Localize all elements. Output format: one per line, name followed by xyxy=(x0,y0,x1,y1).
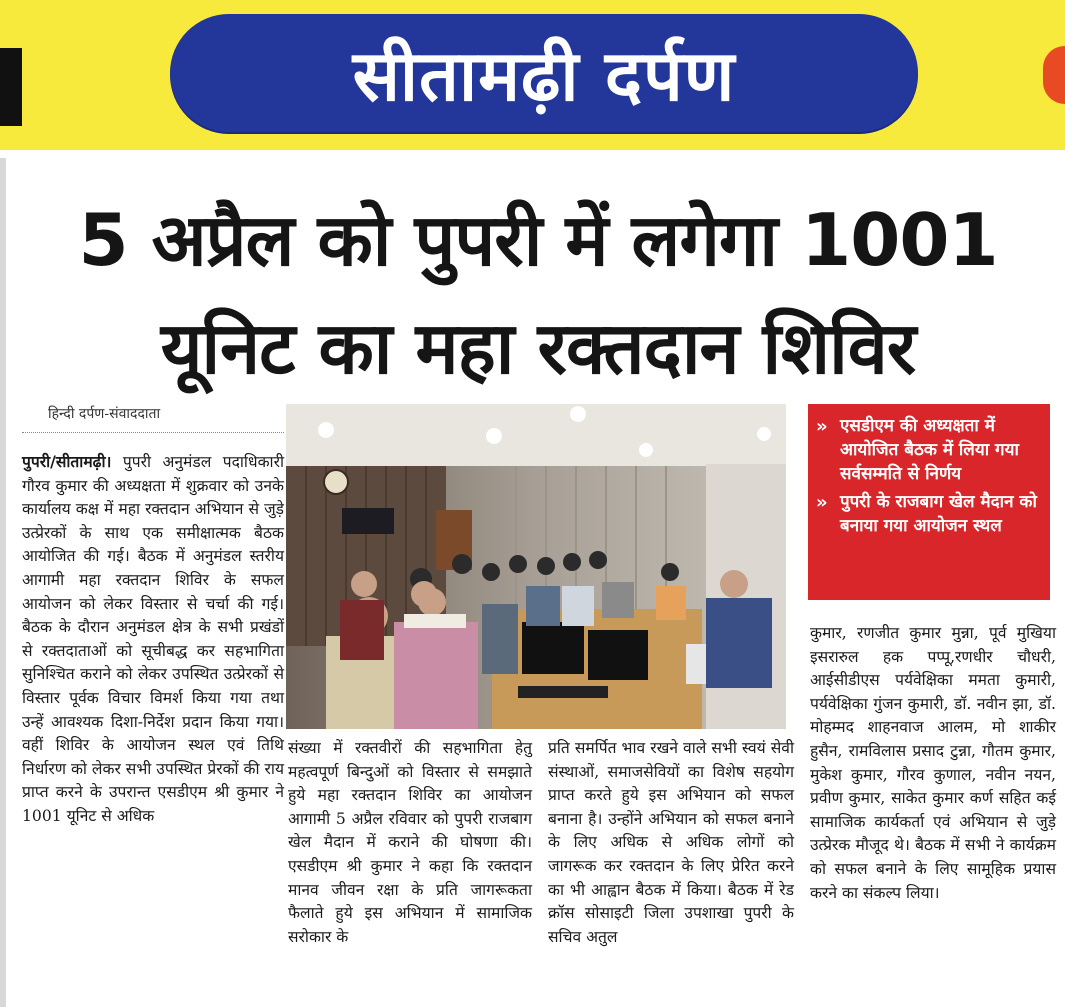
meeting-photo-illustration xyxy=(286,404,786,729)
highlights-box xyxy=(808,404,1050,600)
column-3-text: प्रति समर्पित भाव रखने वाले सभी स्वयं सेवी संस्थाओं, समाजसेवियों का विशेष सहयोग प्राप्त करते हुये इस अभियान को सफल बनाना है। उन्होंने अभियान को सफल बनाने के लिए अधिक से अधिक लोगों को जागरूक कर रक्तदान के लिए प्रेरित करने का भी आह्वान बैठक में किया। बैठक में रेड क्रॉस सोसाइटी जिला उपशाखा पुपरी के सचिव अतुल xyxy=(548,739,794,946)
highlight-text: पुपरी के राजबाग खेल मैदान को बनाया गया आयोजन स्थल xyxy=(840,492,1037,536)
headline-line-2: यूनिट का महा रक्तदान शिविर xyxy=(160,306,916,390)
chevron-double-right-icon: » xyxy=(816,416,828,437)
masthead-banner xyxy=(170,14,918,132)
column-4-text: कुमार, रणजीत कुमार मुन्ना, पूर्व मुखिया इसरारुल हक पप्पू,रणधीर चौधरी, आईसीडीएस पर्यवेक्षिका ममता कुमारी, पर्यवेक्षिका गुंजन कुमारी, डॉ. नवीन झा, डॉ. मोहम्मद शाहनवाज आलम, मो शाकीर हुसैन, रामविलास प्रसाद टुन्ना, गौतम कुमार, मुकेश कुमार, गौरव कुणाल, नवीन नयन, प्रवीण कुमार, साकेत कुमार कर्ण सहित कई सामाजिक कार्यकर्ता एवं अभियान से जुड़े उत्प्रेरक मौजूद थे। बैठक में सभी ने कार्यक्रम को सफल बनाने के लिए सामूहिक प्रयास करने का संकल्प लिया। xyxy=(810,624,1056,902)
dateline: पुपरी/सीतामढ़ी। xyxy=(22,452,112,471)
highlight-item xyxy=(816,490,1042,538)
article-paragraph-1 xyxy=(22,450,284,829)
headline-line-1: 5 अप्रैल को पुपरी में लगेगा 1001 xyxy=(78,198,998,282)
highlight-text: एसडीएम की अध्यक्षता में आयोजित बैठक में लिया गया सर्वसम्मति से निर्णय xyxy=(840,416,1019,484)
chevron-double-right-icon: » xyxy=(816,492,828,513)
left-margin-rule xyxy=(0,158,6,1007)
masthead-title: सीतामढ़ी दर्पण xyxy=(352,35,736,117)
article-column-2 xyxy=(288,737,532,1001)
byline-divider xyxy=(22,432,284,433)
article-column-4 xyxy=(810,622,1056,1000)
article-column-3 xyxy=(548,737,794,1001)
meeting-photo xyxy=(286,404,786,729)
column-1-text: पुपरी अनुमंडल पदाधिकारी गौरव कुमार की अध्यक्षता में शुक्रवार को उनके कार्यालय कक्ष में महा रक्तदान अभियान से जुड़े उत्प्रेरकों के साथ एक समीक्षात्मक बैठक आयोजित की गई। बैठक में अनुमंडल स्तरीय आगामी महा रक्तदान शिविर के सफल आयोजन को लेकर विस्तार से चर्चा की गई। बैठक के दौरान अनुमंडल क्षेत्र के सभी प्रखंडों से रक्तदाताओं को सूचीबद्ध कर सहभागिता सुनिश्चित कराने को लेकर उपस्थित उत्प्रेरकों से विस्तार पूर्वक विचार विमर्श किया गया तथा उन्हें आवश्यक दिशा-निर्देश प्रदान किया गया। वहीं शिविर के आयोजन स्थल एवं तिथि निर्धारण को लेकर सभी उपस्थित प्रेरकों की राय प्राप्त करने के उपरान्त एसडीएम श्री कुमार ने 1001 यूनिट से अधिक xyxy=(22,453,284,825)
article-column-1 xyxy=(22,450,284,1000)
column-2-text: संख्या में रक्तवीरों की सहभागिता हेतु महत्वपूर्ण बिन्दुओं को विस्तार से समझाते हुये महा रक्तदान शिविर का आयोजन आगामी 5 अप्रैल रविवार को पुपरी राजबाग खेल मैदान में कराने की घोषणा की। एसडीएम श्री कुमार ने कहा कि रक्तदान मानव जीवन रक्षा के प्रति जागरूकता फैलाते हुये इस अभियान में सामाजिक सरोकार के xyxy=(288,739,532,946)
highlight-item xyxy=(816,414,1042,486)
byline: हिन्दी दर्पण-संवाददाता xyxy=(48,406,161,422)
headline xyxy=(18,186,1058,402)
band-edge-left xyxy=(0,48,22,126)
